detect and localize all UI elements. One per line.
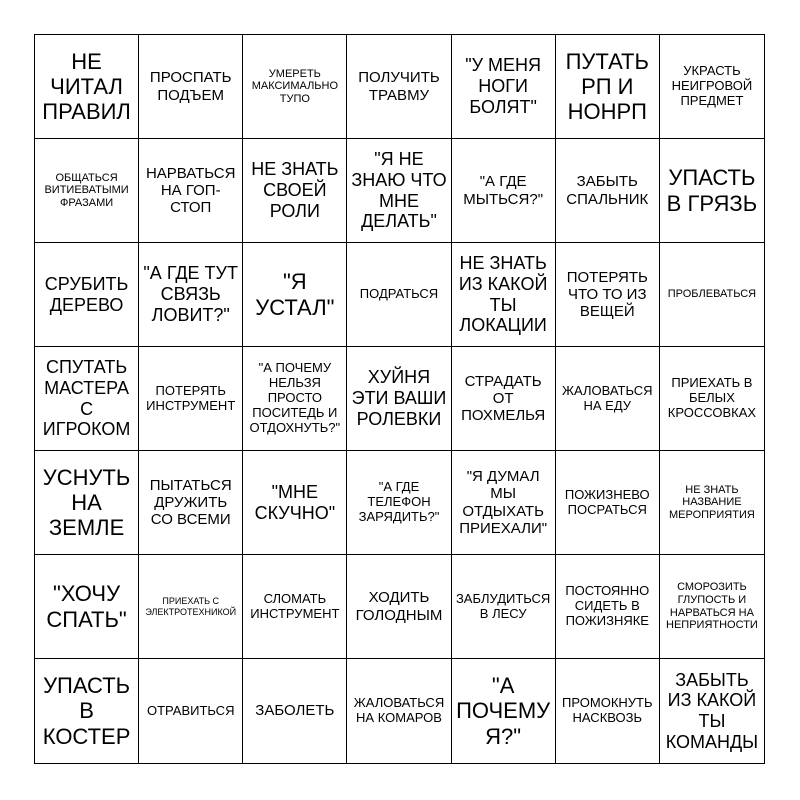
bingo-cell[interactable]: ЗАБЫТЬ СПАЛЬНИК	[556, 139, 660, 243]
bingo-cell[interactable]: ОБЩАТЬСЯ ВИТИЕВАТЫМИ ФРАЗАМИ	[35, 139, 139, 243]
bingo-cell[interactable]: "МНЕ СКУЧНО"	[243, 451, 347, 555]
bingo-cell[interactable]: "А ПОЧЕМУ Я?"	[452, 659, 556, 763]
bingo-cell[interactable]: ЖАЛОВАТЬСЯ НА ЕДУ	[556, 347, 660, 451]
bingo-cell[interactable]: ПРИЕХАТЬ С ЭЛЕКТРОТЕХНИКОЙ	[139, 555, 243, 659]
bingo-cell[interactable]: ХУЙНЯ ЭТИ ВАШИ РОЛЕВКИ	[347, 347, 451, 451]
bingo-cell[interactable]: ЗАБЛУДИТЬСЯ В ЛЕСУ	[452, 555, 556, 659]
bingo-cell[interactable]: ПРОБЛЕВАТЬСЯ	[660, 243, 764, 347]
bingo-cell[interactable]: НЕ ЗНАТЬ НАЗВАНИЕ МЕРОПРИЯТИЯ	[660, 451, 764, 555]
bingo-cell[interactable]: ПЫТАТЬСЯ ДРУЖИТЬ СО ВСЕМИ	[139, 451, 243, 555]
bingo-cell[interactable]: ПОДРАТЬСЯ	[347, 243, 451, 347]
bingo-cell[interactable]: УПАСТЬ В КОСТЕР	[35, 659, 139, 763]
bingo-cell[interactable]: ЗАБОЛЕТЬ	[243, 659, 347, 763]
bingo-cell[interactable]: ПОТЕРЯТЬ ИНСТРУМЕНТ	[139, 347, 243, 451]
bingo-cell[interactable]: УПАСТЬ В ГРЯЗЬ	[660, 139, 764, 243]
bingo-cell[interactable]: УМЕРЕТЬ МАКСИМАЛЬНО ТУПО	[243, 35, 347, 139]
bingo-cell[interactable]: "А ГДЕ ТУТ СВЯЗЬ ЛОВИТ?"	[139, 243, 243, 347]
bingo-cell[interactable]: ПОСТОЯННО СИДЕТЬ В ПОЖИЗНЯКЕ	[556, 555, 660, 659]
bingo-cell[interactable]: СТРАДАТЬ ОТ ПОХМЕЛЬЯ	[452, 347, 556, 451]
bingo-cell[interactable]: ЗАБЫТЬ ИЗ КАКОЙ ТЫ КОМАНДЫ	[665, 669, 759, 752]
bingo-cell[interactable]: СМОРОЗИТЬ ГЛУПОСТЬ И НАРВАТЬСЯ НА НЕПРИЯТНОСТИ	[660, 555, 764, 659]
bingo-board	[34, 34, 765, 764]
bingo-cell[interactable]: ПРИЕХАТЬ В БЕЛЫХ КРОССОВКАХ	[660, 347, 764, 451]
bingo-cell[interactable]: СРУБИТЬ ДЕРЕВО	[35, 243, 139, 347]
bingo-cell[interactable]: ПРОМОКНУТЬ НАСКВОЗЬ	[556, 659, 660, 763]
bingo-cell[interactable]: ЖАЛОВАТЬСЯ НА КОМАРОВ	[347, 659, 451, 763]
bingo-cell[interactable]: "А ГДЕ ТЕЛЕФОН ЗАРЯДИТЬ?"	[347, 451, 451, 555]
bingo-cell[interactable]: "У МЕНЯ НОГИ БОЛЯТ"	[452, 35, 556, 139]
bingo-cell[interactable]: ХОДИТЬ ГОЛОДНЫМ	[347, 555, 451, 659]
bingo-cell[interactable]: СПУТАТЬ МАСТЕРА С ИГРОКОМ	[35, 347, 139, 451]
bingo-cell[interactable]: "Я НЕ ЗНАЮ ЧТО МНЕ ДЕЛАТЬ"	[347, 139, 451, 243]
bingo-cell[interactable]: НАРВАТЬСЯ НА ГОП-СТОП	[139, 139, 243, 243]
bingo-cell[interactable]: ОТРАВИТЬСЯ	[139, 659, 243, 763]
bingo-cell[interactable]: "А ГДЕ МЫТЬСЯ?"	[452, 139, 556, 243]
bingo-cell[interactable]: ПОТЕРЯТЬ ЧТО ТО ИЗ ВЕЩЕЙ	[556, 243, 660, 347]
bingo-cell[interactable]: НЕ ЗНАТЬ СВОЕЙ РОЛИ	[243, 139, 347, 243]
bingo-cell[interactable]: "Я УСТАЛ"	[243, 243, 347, 347]
bingo-cell[interactable]: "ХОЧУ СПАТЬ"	[35, 555, 139, 659]
bingo-cell[interactable]: УСНУТЬ НА ЗЕМЛЕ	[35, 451, 139, 555]
bingo-cell[interactable]: "Я ДУМАЛ МЫ ОТДЫХАТЬ ПРИЕХАЛИ"	[452, 451, 556, 555]
bingo-cell[interactable]: ПУТАТЬ РП И НОНРП	[556, 35, 660, 139]
bingo-cell[interactable]: ПОЖИЗНЕВО ПОСРАТЬСЯ	[556, 451, 660, 555]
bingo-cell[interactable]: НЕ ЗНАТЬ ИЗ КАКОЙ ТЫ ЛОКАЦИИ	[452, 243, 556, 347]
bingo-cell[interactable]: ПОЛУЧИТЬ ТРАВМУ	[347, 35, 451, 139]
bingo-cell[interactable]: УКРАСТЬ НЕИГРОВОЙ ПРЕДМЕТ	[660, 35, 764, 139]
bingo-cell[interactable]: СЛОМАТЬ ИНСТРУМЕНТ	[243, 555, 347, 659]
bingo-cell[interactable]: ПРОСПАТЬ ПОДЪЕМ	[139, 35, 243, 139]
bingo-cell[interactable]: НЕ ЧИТАЛ ПРАВИЛ	[35, 35, 139, 139]
bingo-cell[interactable]: "А ПОЧЕМУ НЕЛЬЗЯ ПРОСТО ПОСИТЕДЬ И ОТДОХНУТЬ?"	[243, 347, 347, 451]
